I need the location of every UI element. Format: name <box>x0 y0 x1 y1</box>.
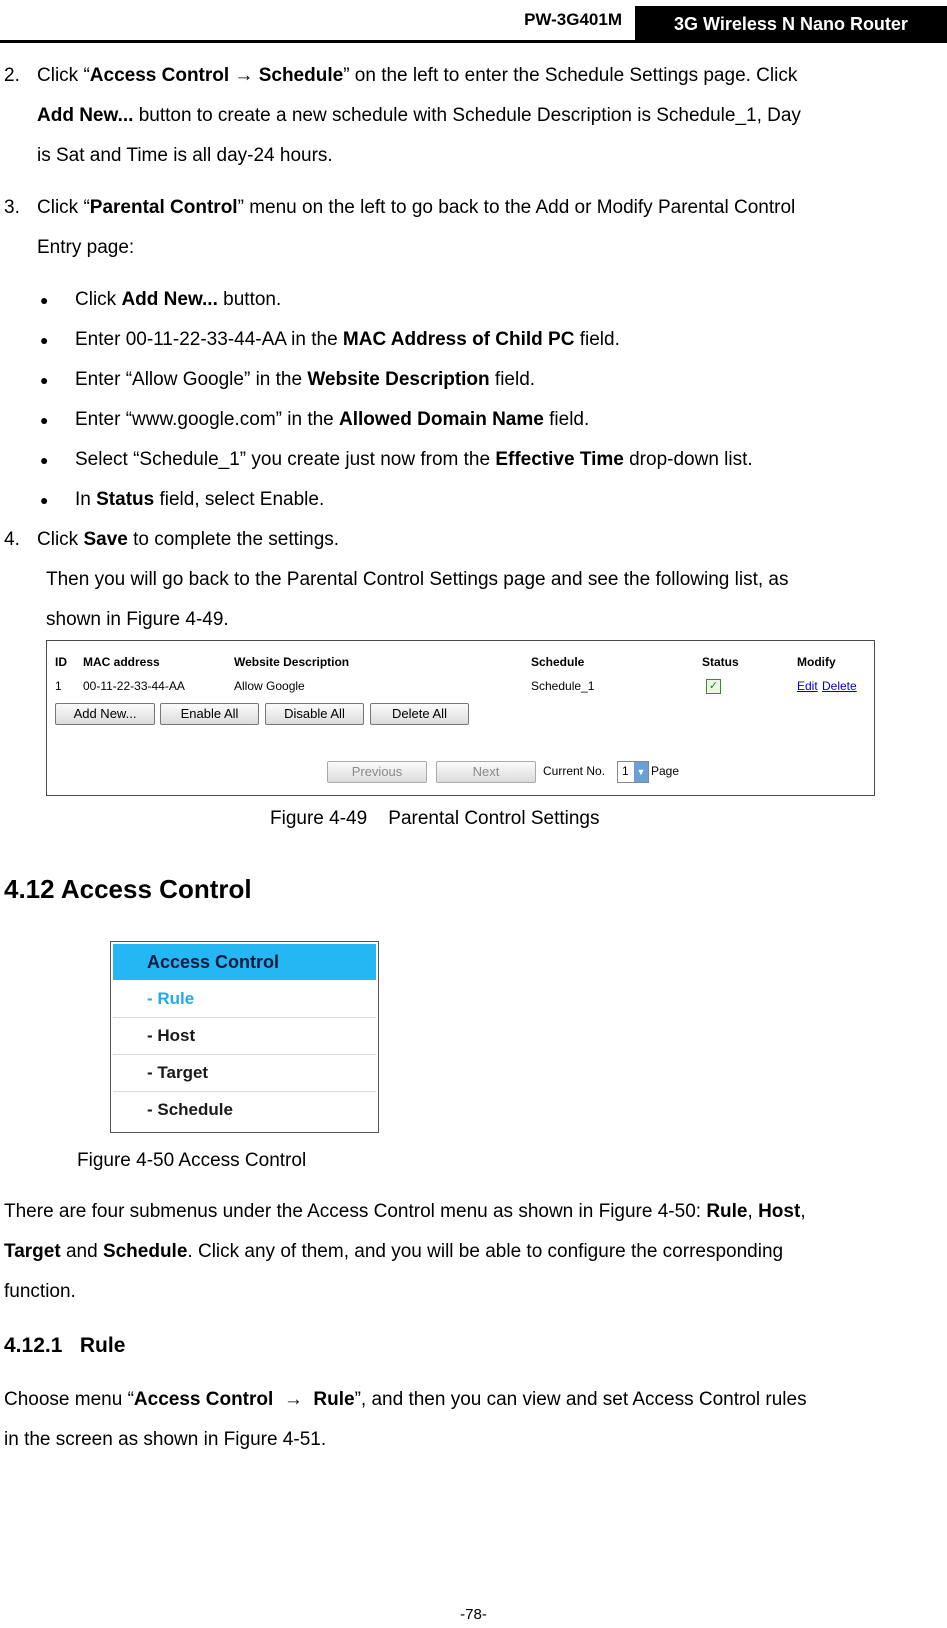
page-number: -78- <box>460 1606 487 1623</box>
row-mac: 00-11-22-33-44-AA <box>83 679 185 693</box>
row-schedule: Schedule_1 <box>531 679 595 693</box>
step-text: Click “Access Control → Schedule” on the left to enter the Schedule Settings page. Click <box>37 65 798 86</box>
previous-button[interactable]: Previous <box>327 761 427 783</box>
submenu-paragraph-line2: Target and Schedule. Click any of them, and you will be able to configure the corresponding <box>4 1241 784 1262</box>
delete-link[interactable]: Delete <box>822 679 857 693</box>
next-button[interactable]: Next <box>436 761 536 783</box>
step-text: Click “Parental Control” menu on the left to go back to the Add or Modify Parental Control <box>37 197 796 218</box>
submenu-paragraph-line1: There are four submenus under the Access Control menu as shown in Figure 4-50: Rule, Host, <box>4 1201 806 1222</box>
add-new-button[interactable]: Add New... <box>55 703 155 725</box>
delete-all-button[interactable]: Delete All <box>370 703 469 725</box>
page-select-value: 1 <box>622 764 629 778</box>
page-label: Page <box>651 764 680 778</box>
step-4: 4. Click Save to complete the settings. <box>4 529 340 550</box>
header-rule <box>0 40 947 43</box>
col-header-mac: MAC address <box>83 655 160 669</box>
step-2-line2: Add New... button to create a new schedule with Schedule Description is Schedule_1, Day <box>37 105 801 126</box>
figure-4-49-caption: Figure 4-49 Parental Control Settings <box>270 808 600 829</box>
step-number: 3. <box>4 197 20 218</box>
row-desc: Allow Google <box>234 679 305 693</box>
row-id: 1 <box>55 679 62 693</box>
bullet-item: ● Click Add New... button. <box>40 289 282 310</box>
header-product: 3G Wireless N Nano Router <box>635 6 947 40</box>
bullet-item: ● Enter “Allow Google” in the Website Description field. <box>40 369 536 390</box>
col-header-id: ID <box>55 655 67 669</box>
then-line2: shown in Figure 4-49. <box>46 609 229 630</box>
menu-access-control[interactable]: Access Control <box>113 944 376 980</box>
current-no-label: Current No. <box>543 764 606 778</box>
submenu-paragraph-line3: function. <box>4 1281 76 1302</box>
status-checkbox[interactable]: ✓ <box>706 679 721 694</box>
section-heading: 4.12 Access Control <box>4 874 252 904</box>
subsection-heading: 4.12.1 Rule <box>4 1334 126 1357</box>
rule-paragraph-line2: in the screen as shown in Figure 4-51. <box>4 1429 327 1450</box>
bullet-item: ● Select “Schedule_1” you create just now from the Effective Time drop-down list. <box>40 449 753 470</box>
col-header-modify: Modify <box>797 655 836 669</box>
bullet-item: ● Enter “www.google.com” in the Allowed Domain Name field. <box>40 409 590 430</box>
edit-link[interactable]: Edit <box>797 679 818 693</box>
bullet-item: ● Enter 00-11-22-33-44-AA in the MAC Address of Child PC field. <box>40 329 620 350</box>
rule-paragraph-line1: Choose menu “Access Control → Rule”, and then you can view and set Access Control rules <box>4 1389 807 1410</box>
bullet-item: ● In Status field, select Enable. <box>40 489 325 510</box>
step-number: 2. <box>4 65 20 86</box>
then-line1: Then you will go back to the Parental Control Settings page and see the following list, as <box>46 569 789 590</box>
page-header <box>0 0 947 44</box>
chevron-down-icon: ▼ <box>634 762 648 782</box>
menu-item-host[interactable]: - Host <box>113 1018 376 1055</box>
menu-item-target[interactable]: - Target <box>113 1055 376 1092</box>
disable-all-button[interactable]: Disable All <box>265 703 364 725</box>
page-select[interactable] <box>617 761 649 783</box>
figure-4-50-caption: Figure 4-50 Access Control <box>77 1150 307 1171</box>
col-header-desc: Website Description <box>234 655 350 669</box>
col-header-status: Status <box>702 655 739 669</box>
step-2-line3: is Sat and Time is all day-24 hours. <box>37 145 333 166</box>
step-3-line2: Entry page: <box>37 237 135 258</box>
col-header-schedule: Schedule <box>531 655 585 669</box>
enable-all-button[interactable]: Enable All <box>160 703 259 725</box>
parental-control-settings-figure <box>46 640 875 796</box>
menu-item-schedule[interactable]: - Schedule <box>147 1100 233 1119</box>
header-model: PW-3G401M <box>524 10 622 29</box>
access-control-menu <box>110 941 379 1133</box>
menu-item-rule[interactable]: - Rule <box>113 981 376 1018</box>
